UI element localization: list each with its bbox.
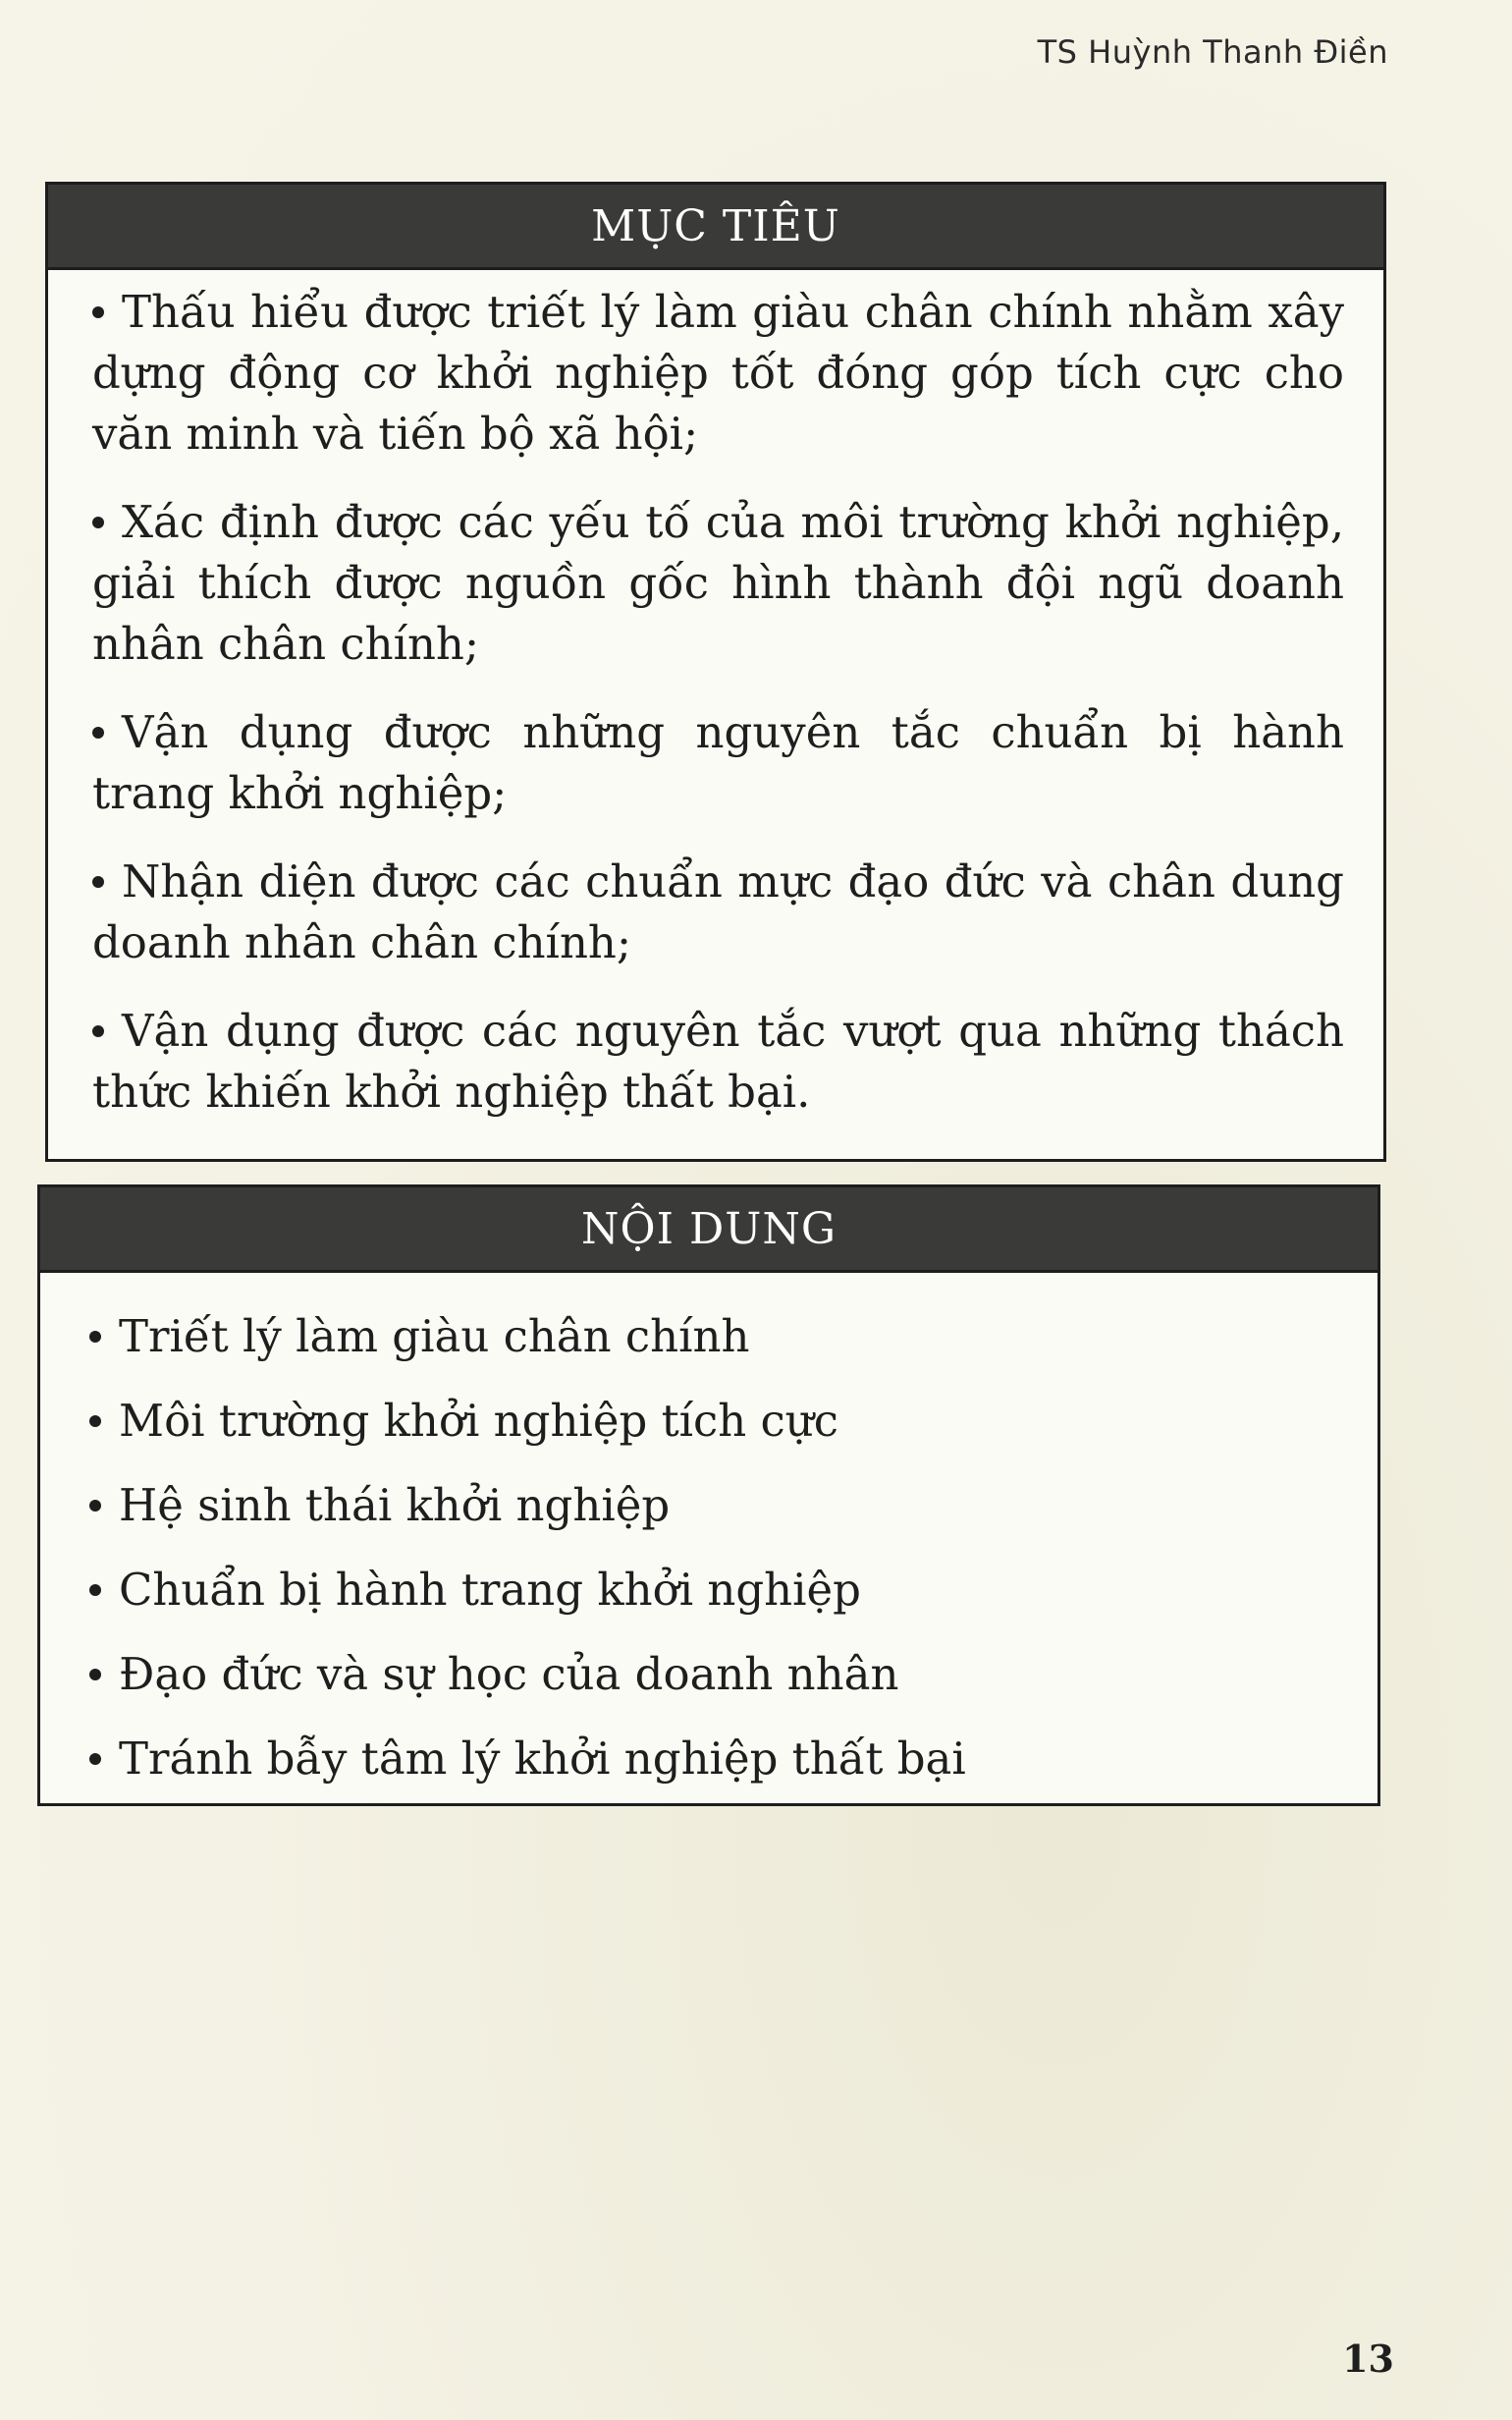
objective-item: Vận dụng được các nguyên tắc vượt qua những thách thức khiến khởi nghiệp thất bại. [92,1005,1344,1118]
bullet-icon [89,1500,101,1512]
content-item: Môi trường khởi nghiệp tích cực [89,1379,1338,1463]
bullet-icon [89,1753,101,1765]
contents-title: NỘI DUNG [40,1187,1377,1273]
bullet-icon [92,517,104,528]
contents-list [40,1273,1377,1801]
bullet-icon [92,1025,104,1037]
objective-item: Xác định được các yếu tố của môi trường khởi nghiệp, giải thích được nguồn gốc hình thành đội ngũ doanh nhân chân chính; [92,496,1344,670]
objective-item: Vận dụng được những nguyên tắc chuẩn bị hành trang khởi nghiệp; [92,706,1344,819]
content-item: Tránh bẫy tâm lý khởi nghiệp thất bại [89,1717,1338,1801]
bullet-icon [92,727,104,739]
bullet-icon [89,1584,101,1596]
content-item: Chuẩn bị hành trang khởi nghiệp [89,1548,1338,1632]
bullet-icon [92,306,104,318]
author-running-head: TS Huỳnh Thanh Điền [1037,33,1388,71]
objectives-title: MỤC TIÊU [48,185,1383,270]
objectives-list [48,270,1383,1123]
contents-box [37,1184,1380,1806]
objective-item: Nhận diện được các chuẩn mực đạo đức và chân dung doanh nhân chân chính; [92,855,1344,968]
content-item: Đạo đức và sự học của doanh nhân [89,1632,1338,1717]
content-item: Hệ sinh thái khởi nghiệp [89,1463,1338,1548]
objective-item: Thấu hiểu được triết lý làm giàu chân chính nhằm xây dựng động cơ khởi nghiệp tốt đóng góp tích cực cho văn minh và tiến bộ xã hội; [92,286,1344,460]
bullet-icon [92,876,104,888]
objectives-box [45,182,1386,1162]
bullet-icon [89,1669,101,1680]
bullet-icon [89,1331,101,1343]
content-item: Triết lý làm giàu chân chính [89,1294,1338,1379]
page-number: 13 [1342,2337,1394,2381]
bullet-icon [89,1415,101,1427]
